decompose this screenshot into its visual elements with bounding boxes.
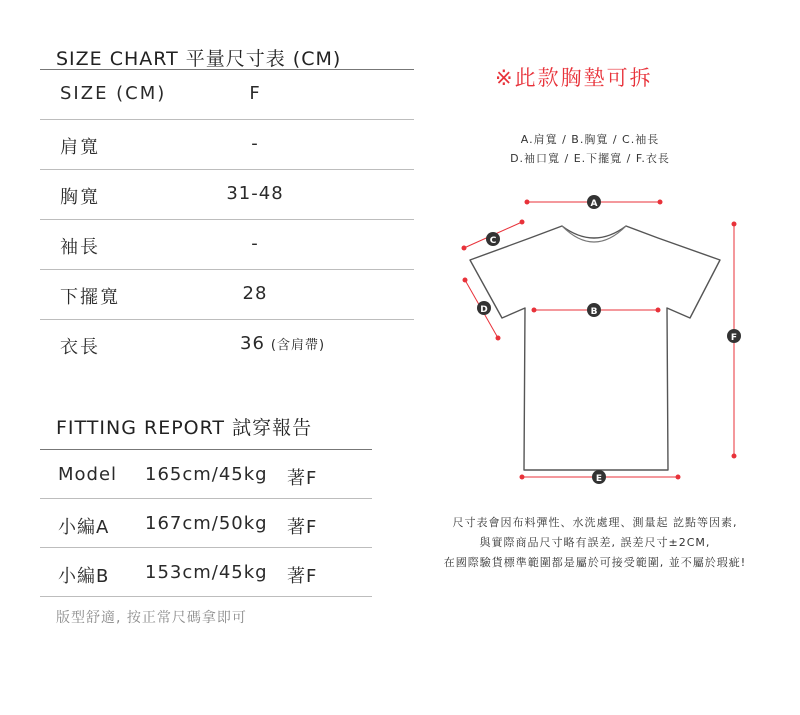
- length-value: 36: [240, 333, 265, 354]
- disclaimer-line-1: 尺寸表會因布料彈性、水洗處理、測量起 訖點等因素,: [452, 516, 738, 529]
- fitting-body: 167cm/50kg: [145, 513, 268, 534]
- fitting-name: Model: [58, 464, 118, 485]
- size-row-shoulder: [40, 120, 414, 170]
- marker-a-label: A: [590, 199, 598, 209]
- size-chart: [40, 30, 414, 369]
- disclaimer-line-2: 與實際商品尺寸略有誤差, 誤差尺寸±2CM,: [479, 536, 711, 549]
- legend-line-2: D.袖口寬 / E.下擺寬 / F.衣長: [510, 152, 670, 165]
- size-row-sleeve: [40, 220, 414, 270]
- fitting-note: 版型舒適, 按正常尺碼拿即可: [56, 610, 247, 626]
- length-note: (含肩帶): [270, 338, 326, 353]
- disclaimer-line-3: 在國際驗貨標準範圍都是屬於可接受範圍, 並不屬於瑕疵!: [443, 556, 747, 569]
- fitting-table: [40, 450, 372, 597]
- marker-c-label: C: [489, 236, 497, 246]
- fitting-row-editor-b: [40, 548, 372, 597]
- size-row-value: [240, 333, 325, 354]
- marker-b-label: B: [590, 307, 598, 317]
- size-row-label: 袖長: [60, 237, 100, 258]
- fitting-body: 153cm/45kg: [145, 562, 268, 583]
- fitting-name: 小編B: [58, 566, 110, 587]
- size-row-label: 胸寬: [60, 187, 100, 208]
- fitting-row-editor-a: [40, 499, 372, 548]
- size-row-hem: [40, 270, 414, 320]
- fitting-report-title: FITTING REPORT 試穿報告: [40, 395, 372, 450]
- size-row-length: [40, 320, 414, 369]
- size-table: [40, 70, 414, 369]
- tshirt-outline-icon: [470, 226, 720, 470]
- marker-e-label: E: [595, 474, 603, 484]
- size-row-chest: [40, 170, 414, 220]
- fitting-wear: 著F: [287, 517, 318, 538]
- removable-pad-notice: ※此款胸墊可拆: [495, 66, 653, 90]
- size-row-header: [40, 70, 414, 120]
- fitting-body: 165cm/45kg: [145, 464, 268, 485]
- fitting-wear: 著F: [287, 566, 318, 587]
- size-row-label: SIZE (CM): [60, 83, 167, 104]
- fitting-wear: 著F: [287, 468, 318, 489]
- size-row-label: 下擺寬: [60, 287, 120, 308]
- size-row-label: 肩寬: [60, 137, 100, 158]
- size-row-value: F: [249, 83, 261, 104]
- marker-d-label: D: [480, 305, 488, 315]
- measurement-disclaimer: [420, 513, 770, 573]
- tshirt-measurement-diagram: [450, 188, 760, 488]
- size-row-label: 衣長: [60, 337, 100, 358]
- size-chart-title: SIZE CHART 平量尺寸表 (CM): [40, 30, 414, 70]
- fitting-row-model: [40, 450, 372, 499]
- measurement-legend: [480, 130, 700, 168]
- size-row-value: -: [251, 133, 259, 154]
- size-row-value: 28: [242, 283, 268, 304]
- legend-line-1: A.肩寬 / B.胸寬 / C.袖長: [520, 133, 660, 146]
- marker-f-label: F: [730, 333, 738, 343]
- fitting-name: 小編A: [58, 517, 110, 538]
- size-row-value: 31-48: [226, 183, 284, 204]
- size-row-value: -: [251, 233, 259, 254]
